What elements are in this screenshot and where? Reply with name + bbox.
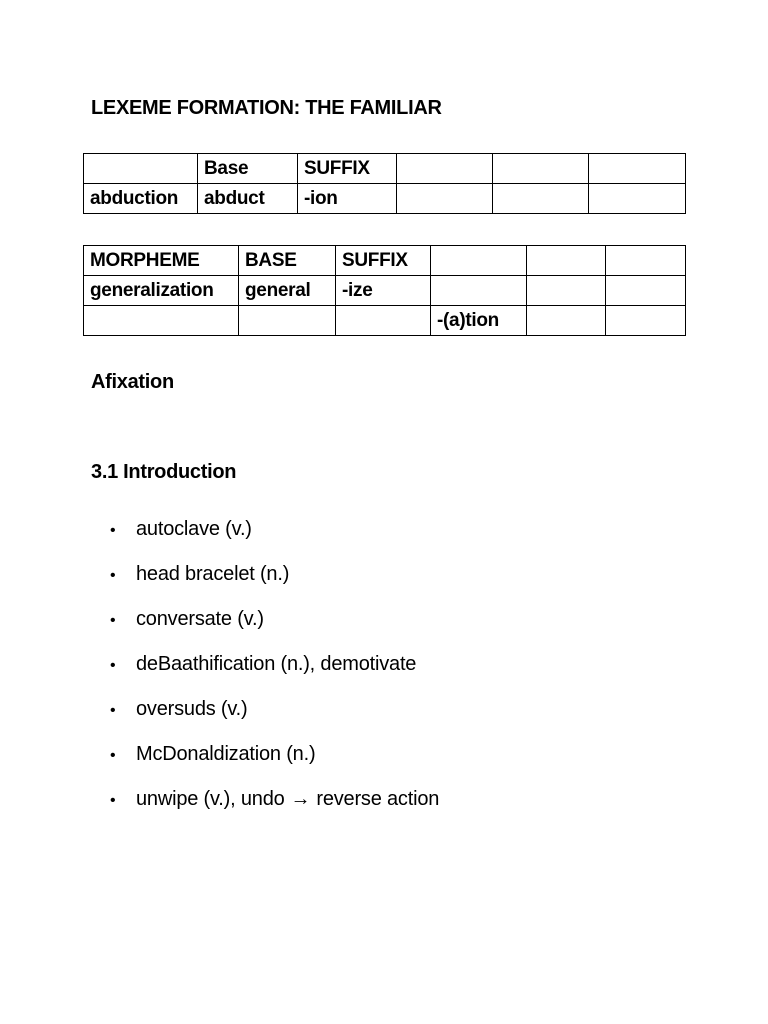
table-cell: abduct (198, 184, 298, 214)
table-cell: Base (198, 154, 298, 184)
right-arrow-icon: → (290, 788, 311, 810)
page-title: LEXEME FORMATION: THE FAMILIAR (91, 97, 442, 119)
list-item-text: head bracelet (n.) (136, 563, 290, 585)
list-item-text: deBaathification (n.), demotivate (136, 653, 417, 675)
table-row (84, 246, 686, 276)
table-cell (239, 306, 336, 336)
list-item-text: McDonaldization (n.) (136, 743, 316, 765)
bullet-icon: • (110, 612, 116, 629)
table-cell (336, 306, 431, 336)
table-cell (84, 306, 239, 336)
table-cell: SUFFIX (336, 246, 431, 276)
bullet-icon: • (110, 657, 116, 674)
list-item (110, 608, 439, 653)
table-cell: generalization (84, 276, 239, 306)
table-cell: general (239, 276, 336, 306)
table-cell: MORPHEME (84, 246, 239, 276)
lexeme-table (83, 153, 686, 214)
morpheme-table (83, 245, 686, 336)
bullet-icon: • (110, 522, 116, 539)
table-cell (493, 154, 589, 184)
bullet-icon: • (110, 792, 116, 809)
table-cell (589, 154, 686, 184)
table-cell: BASE (239, 246, 336, 276)
list-item (110, 518, 439, 563)
table-cell (606, 306, 686, 336)
list-item-text: autoclave (v.) (136, 518, 252, 540)
table-cell (527, 276, 606, 306)
list-item (110, 743, 439, 788)
table-cell: -ize (336, 276, 431, 306)
table-cell (527, 306, 606, 336)
bullet-icon: • (110, 702, 116, 719)
table-cell (84, 154, 198, 184)
table-cell (606, 246, 686, 276)
bullet-icon: • (110, 567, 116, 584)
afixation-heading: Afixation (91, 371, 174, 393)
table-cell: SUFFIX (298, 154, 397, 184)
table-row (84, 306, 686, 336)
table-cell: -(a)tion (431, 306, 527, 336)
table-cell: abduction (84, 184, 198, 214)
example-list (110, 518, 439, 833)
bullet-icon: • (110, 747, 116, 764)
table-cell (431, 246, 527, 276)
table-cell (527, 246, 606, 276)
table-row (84, 276, 686, 306)
list-item (110, 788, 439, 833)
section-heading: 3.1 Introduction (91, 461, 237, 483)
table-cell (431, 276, 527, 306)
table-cell (589, 184, 686, 214)
table-row (84, 184, 686, 214)
list-item-text: reverse action (316, 788, 440, 810)
list-item-text: oversuds (v.) (136, 698, 248, 720)
list-item (110, 563, 439, 608)
list-item-text: unwipe (v.), undo (136, 788, 285, 810)
list-item (110, 698, 439, 743)
table-cell (606, 276, 686, 306)
table-cell (397, 184, 493, 214)
list-item (110, 653, 439, 698)
table-cell (397, 154, 493, 184)
table-cell: -ion (298, 184, 397, 214)
list-item-text: conversate (v.) (136, 608, 264, 630)
table-row (84, 154, 686, 184)
table-cell (493, 184, 589, 214)
